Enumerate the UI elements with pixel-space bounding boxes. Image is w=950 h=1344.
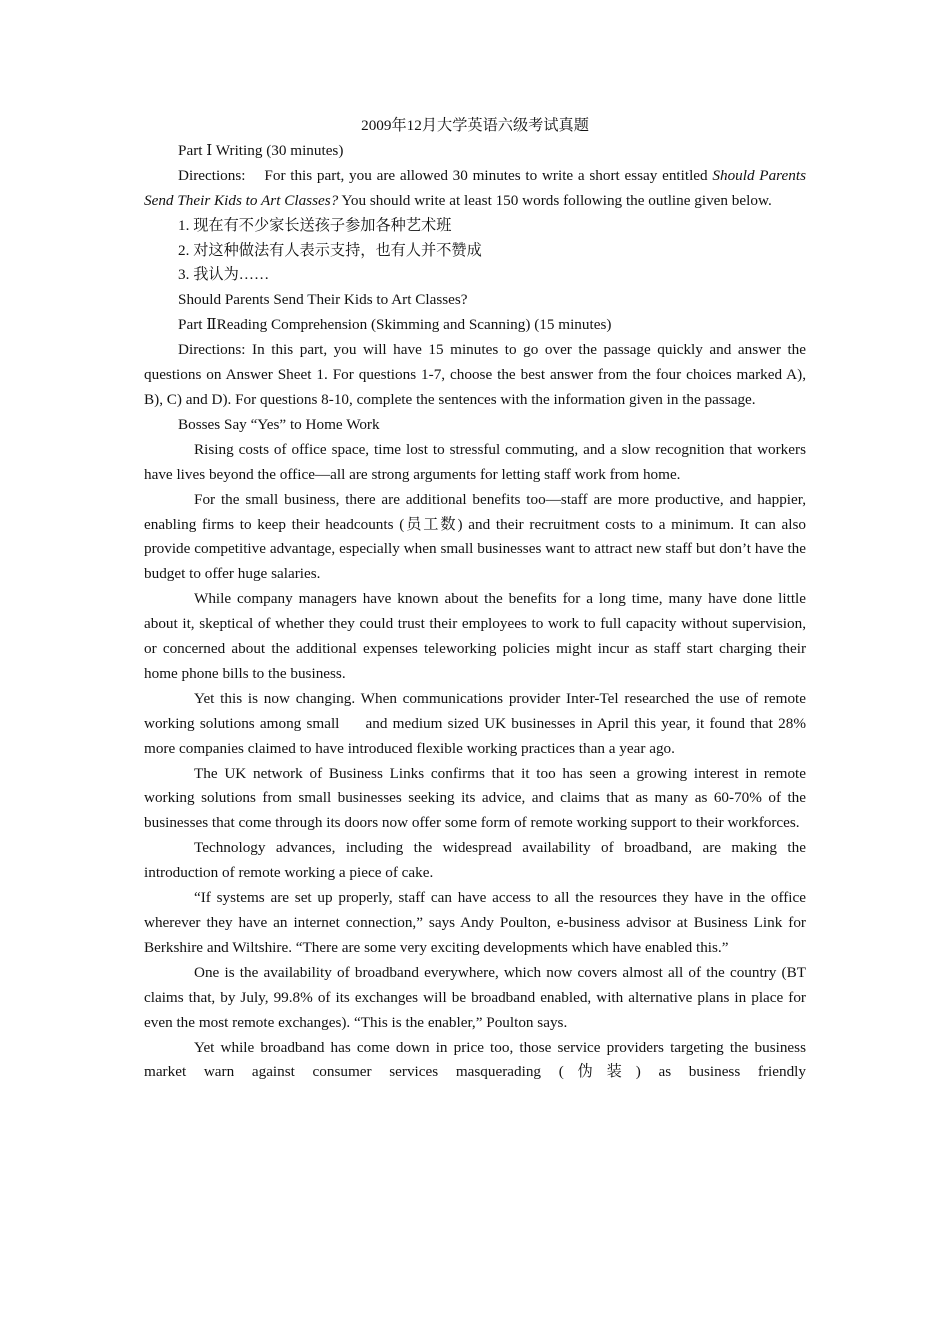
passage-paragraph: Rising costs of office space, time lost to stressful commuting, and a slow recognition that workers have lives beyond the office—all are strong arguments for letting staff work from home. (144, 440, 806, 483)
passage-title: Bosses Say “Yes” to Home Work (178, 415, 380, 433)
passage-paragraph: “If systems are set up properly, staff can have access to all the resources they have in the office wherever they have an internet connection,” says Andy Poulton, e-business advisor at Business Link for Berkshire and Wiltshire. “There are some very exciting developments which have enabled this.” (144, 889, 806, 956)
passage-paragraph: While company managers have known about the benefits for a long time, many have done little about it, skeptical of whether they could trust their employees to work to full capacity without supervision, or concerned about the additional expenses teleworking policies might incur as staff start charging their home phone bills to the business. (144, 590, 806, 682)
essay-title: Should Parents Send Their Kids to Art Classes? (178, 291, 468, 309)
passage-paragraph: Technology advances, including the widespread availability of broadband, are making the introduction of remote working a piece of cake. (144, 839, 806, 882)
passage-paragraph: For the small business, there are additional benefits too—staff are more productive, and happier, enabling firms to keep their headcounts (员工数) and their recruitment costs to a minimum. It can also provide competitive advantage, especially when small businesses want to attract new staff but don’t have the budget to offer huge salaries. (144, 490, 806, 583)
writing-directions (144, 164, 806, 214)
outline-item: 3. 我认为…… (178, 266, 270, 284)
outline-item: 2. 对这种做法有人表示支持，也有人并不赞成 (178, 241, 482, 259)
part2-heading: Part ⅡReading Comprehension (Skimming and Scanning) (15 minutes) (178, 316, 612, 334)
outline-item: 1. 现在有不少家长送孩子参加各种艺术班 (178, 216, 452, 234)
passage-paragraph: Yet this is now changing. When communications provider Inter-Tel researched the use of remote working solutions among small and medium sized UK businesses in April this year, it found that 28% more companies claimed to have introduced flexible working practices than a year ago. (144, 689, 806, 757)
reading-directions: Directions: In this part, you will have 15 minutes to go over the passage quickly and answer the questions on Answer Sheet 1. For questions 1-7, choose the best answer from the four choices marked A), B), C) and D). For questions 8-10, complete the sentences with the information given in the passage. (144, 341, 806, 408)
passage-paragraph: One is the availability of broadband everywhere, which now covers almost all of the country (BT claims that, by July, 99.8% of its exchanges will be broadband enabled, with alternative plans in place for even the most remote exchanges). “This is the enabler,” Poulton says. (144, 963, 806, 1031)
essay-title-italic: Should Parents Send Their Kids to Art Classes? (144, 166, 806, 209)
passage-paragraph: The UK network of Business Links confirms that it too has seen a growing interest in remote working solutions from small businesses seeking its advice, and claims that as many as 60-70% of the businesses that come through its doors now offer some form of remote working support to their workforces. (144, 764, 806, 832)
writing-directions-text-a: Directions: For this part, you are allowed 30 minutes to write a short essay entitled (178, 166, 713, 184)
writing-directions-text-b: You should write at least 150 words following the outline given below. (338, 191, 772, 209)
document-title: 2009年12月大学英语六级考试真题 (361, 117, 589, 134)
document-page (144, 114, 806, 1085)
passage-paragraph: Yet while broadband has come down in price too, those service providers targeting the business market warn against consumer services masquerading (伪装) as business friendly (144, 1038, 806, 1081)
part1-heading: Part Ⅰ Writing (30 minutes) (178, 141, 344, 159)
